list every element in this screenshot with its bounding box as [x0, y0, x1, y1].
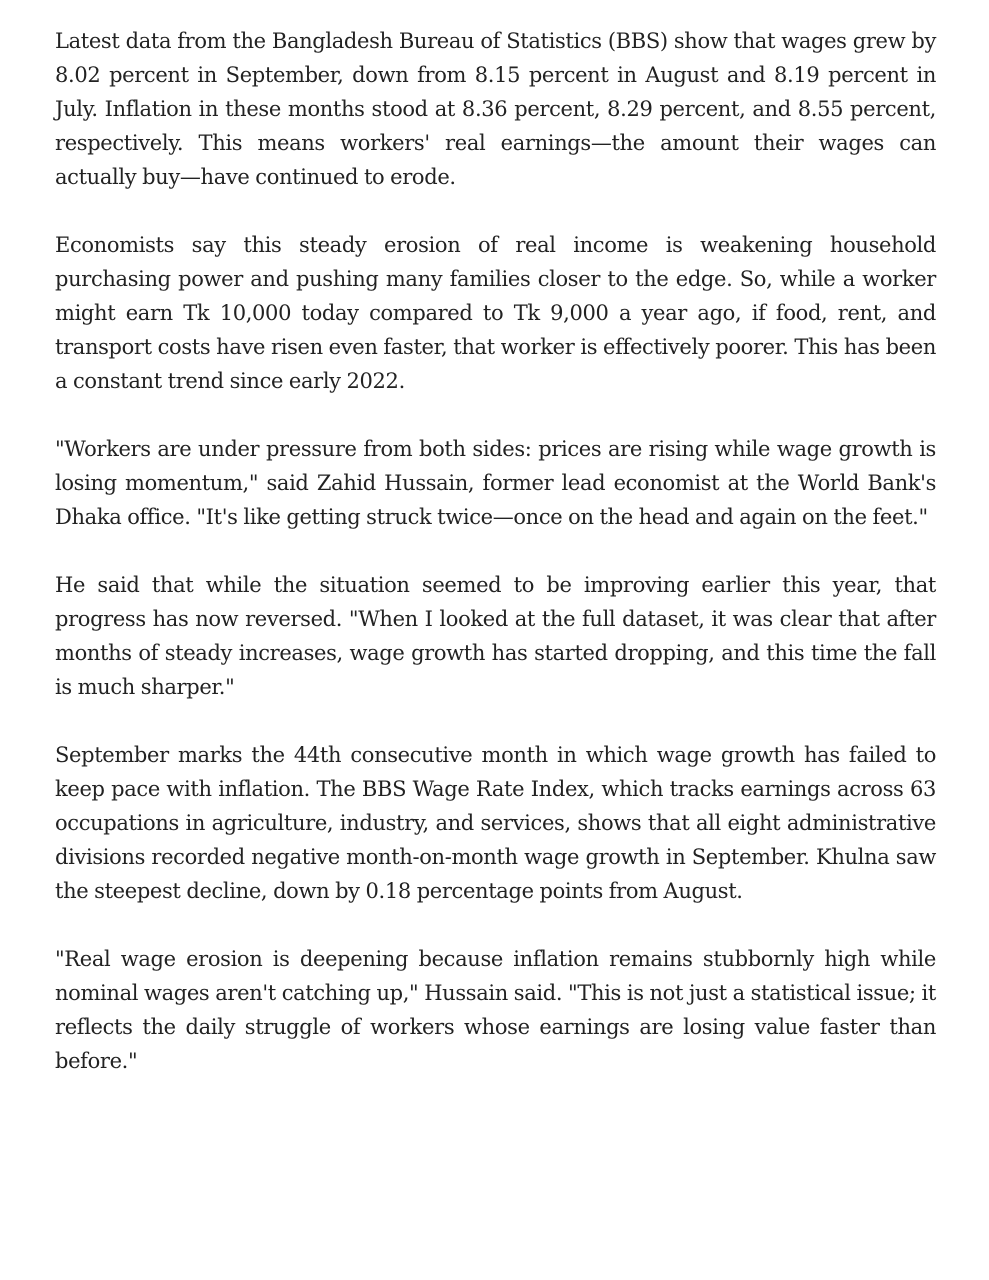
- paragraph-economists: Economists say this steady erosion of real income is weakening household purchasing power and pushing many families closer to the edge. So, while a worker might earn Tk 10,000 today compared to Tk 9,000 a year ago, if food, rent, and transport costs have risen even faster, that worker is effectively poorer. This has been a constant trend since early 2022.: [55, 233, 936, 393]
- paragraph-real-wage-erosion: "Real wage erosion is deepening because inflation remains stubbornly high while nominal wages aren't catching up," Hussain said. "This is not just a statistical issue; it reflects the daily struggle of workers whose earnings are losing value faster than before.": [55, 947, 936, 1073]
- paragraph-hussain-quote: "Workers are under pressure from both sides: prices are rising while wage growth is losing momentum," said Zahid Hussain, former lead economist at the World Bank's Dhaka office. "It's like getting struck twice—once on the head and again on the feet.": [55, 437, 936, 529]
- article-body: [55, 24, 936, 1112]
- paragraph-progress-reversed: He said that while the situation seemed to be improving earlier this year, that progress has now reversed. "When I looked at the full dataset, it was clear that after months of steady increases, wage growth has started dropping, and this time the fall is much sharper.": [55, 573, 936, 699]
- paragraph-consecutive-month: September marks the 44th consecutive month in which wage growth has failed to keep pace with inflation. The BBS Wage Rate Index, which tracks earnings across 63 occupations in agriculture, industry, and services, shows that all eight administrative divisions recorded negative month-on-month wage growth in September. Khulna saw the steepest decline, down by 0.18 percentage points from August.: [55, 743, 936, 903]
- paragraph-wage-data: Latest data from the Bangladesh Bureau of Statistics (BBS) show that wages grew by 8.02 percent in September, down from 8.15 percent in August and 8.19 percent in July. Inflation in these months stood at 8.36 percent, 8.29 percent, and 8.55 percent, respectively. This means workers' real earnings—the amount their wages can actually buy—have continued to erode.: [55, 29, 936, 189]
